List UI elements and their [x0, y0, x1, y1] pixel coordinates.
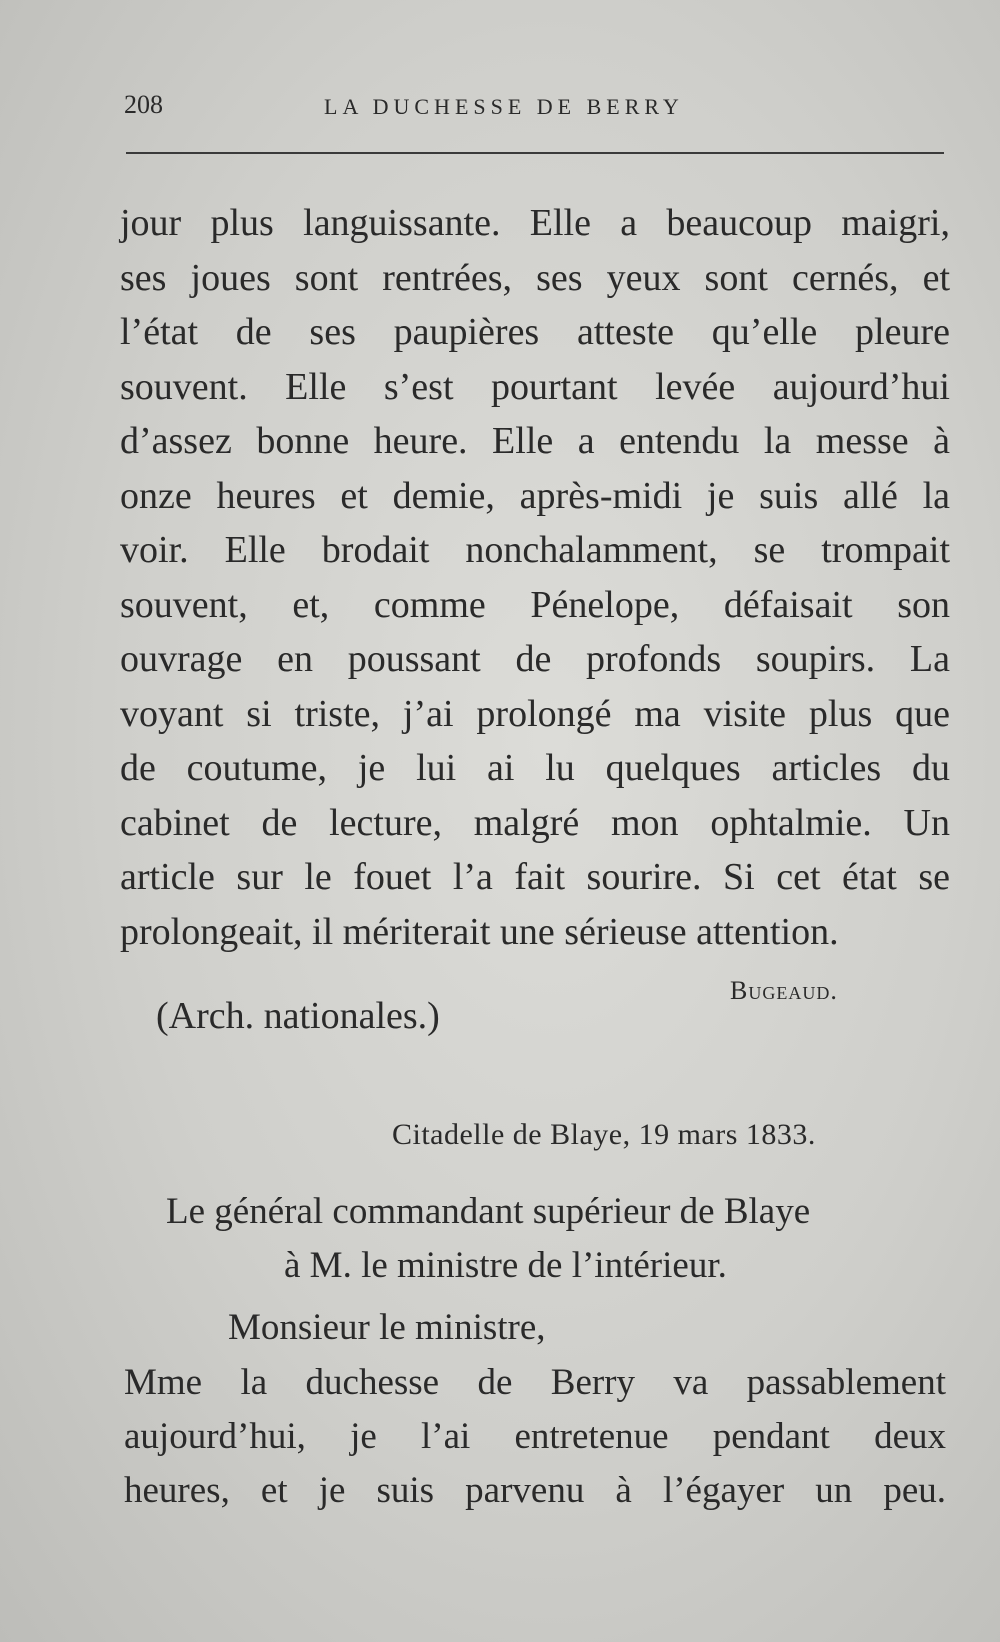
- signature: Bugeaud.: [730, 976, 838, 1005]
- header-rule: [126, 152, 944, 154]
- body-line: souvent. Elle s’est pourtant levée aujourd’hui: [120, 365, 950, 408]
- letter-line: Mme la duchesse de Berry va passablement: [124, 1362, 946, 1403]
- running-head: LA DUCHESSE DE BERRY: [324, 94, 684, 119]
- letter-heading-line1: Le général commandant supérieur de Blaye: [166, 1191, 811, 1232]
- body-line: prolongeait, il mériterait une sérieuse attention.: [120, 910, 839, 953]
- letter-line: aujourd’hui, je l’ai entretenue pendant deux: [124, 1416, 946, 1457]
- salutation: Monsieur le ministre,: [228, 1307, 546, 1348]
- letter-line: heures, et je suis parvenu à l’égayer un peu.: [124, 1470, 946, 1511]
- letter-body: [124, 1356, 946, 1518]
- body-line: l’état de ses paupières atteste qu’elle pleure: [120, 311, 950, 353]
- body-text: [120, 196, 950, 959]
- body-line: article sur le fouet l’a fait sourire. Si cet état se: [120, 856, 950, 898]
- page-header: [124, 90, 944, 130]
- archive-source: (Arch. nationales.): [156, 995, 440, 1037]
- body-line: voyant si triste, j’ai prolongé ma visite plus que: [120, 692, 950, 735]
- body-line: de coutume, je lui ai lu quelques articles du: [120, 747, 950, 789]
- body-line: jour plus languissante. Elle a beaucoup maigri,: [120, 202, 950, 244]
- dateline: Citadelle de Blaye, 19 mars 1833.: [392, 1118, 816, 1151]
- body-line: ses joues sont rentrées, ses yeux sont cernés, et: [120, 256, 950, 299]
- body-line: souvent, et, comme Pénelope, défaisait son: [120, 583, 950, 626]
- page-number: 208: [124, 90, 163, 119]
- body-line: onze heures et demie, après-midi je suis allé la: [120, 474, 950, 517]
- body-line: voir. Elle brodait nonchalamment, se trompait: [120, 529, 950, 571]
- body-line: cabinet de lecture, malgré mon ophtalmie. Un: [120, 801, 950, 844]
- letter-heading-line2: à M. le ministre de l’intérieur.: [284, 1245, 727, 1286]
- body-line: ouvrage en poussant de profonds soupirs. La: [120, 638, 950, 680]
- body-line: d’assez bonne heure. Elle a entendu la messe à: [120, 420, 950, 462]
